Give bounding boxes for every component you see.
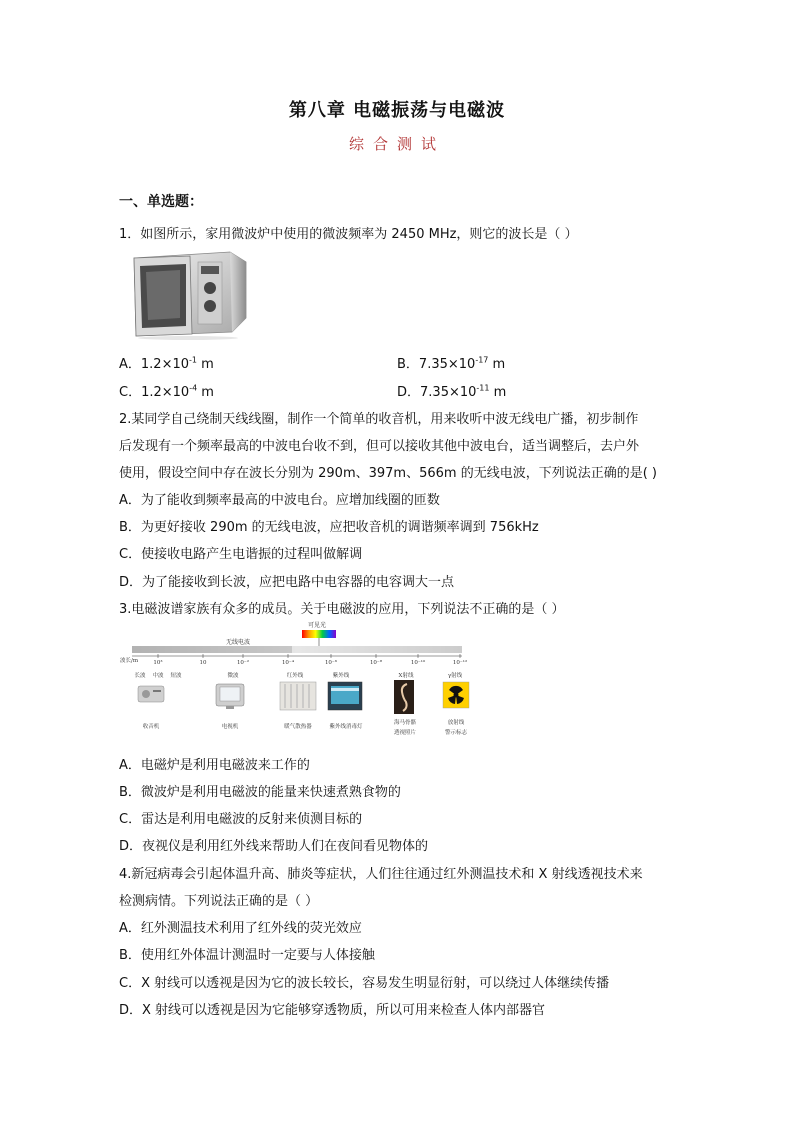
- q2-option-a: A．为了能收到频率最高的中波电台。应增加线圈的匝数: [119, 493, 440, 508]
- q1-option-b: B．$7.35\times 10^{-17}$ m: [397, 355, 506, 372]
- band-name: X射线: [398, 673, 414, 679]
- radio-icon: [138, 686, 164, 702]
- q3-option-b: B．微波炉是利用电磁波的能量来快速煮熟食物的: [119, 785, 401, 800]
- q2-option-c: C．使接收电路产生电谐振的过程叫做解调: [119, 547, 363, 562]
- device-caption: 收音机: [142, 724, 160, 730]
- device-caption: 暖气散热器: [284, 724, 312, 730]
- q2-stem-line2: 后发现有一个频率最高的中波电台收不到，但可以接收其他中波电台，适当调整后，去户外: [119, 439, 640, 454]
- device-caption: 警示标志: [444, 730, 468, 736]
- q2-stem-line3: 使用，假设空间中存在波长分别为 290m、397m、566m 的无线电波，下列说法正确的是( ): [119, 466, 657, 481]
- q2-option-d: D．为了能接收到长波，应把电路中电容器的电容调大一点: [119, 575, 455, 590]
- device-caption: 透视照片: [393, 730, 417, 736]
- q3-option-d: D．夜视仪是利用红外线来帮助人们在夜间看见物体的: [119, 839, 429, 854]
- device-caption: 电视机: [221, 724, 239, 730]
- section-heading: 一、单选题：: [119, 194, 203, 210]
- microwave-image: [128, 248, 250, 340]
- q1-option-d: D．$7.35\times 10^{-11}$ m: [397, 383, 507, 400]
- q2-option-b: B．为更好接收 290m 的无线电波，应把收音机的调谐频率调到 756kHz: [119, 520, 539, 535]
- q1-option-c: C．$1.2\times 10^{-4}$ m: [119, 383, 214, 400]
- page-title: 第八章 电磁振荡与电磁波: [288, 100, 506, 121]
- radio-wave-label: 无线电波: [225, 639, 251, 646]
- seahorse-xray-icon: [394, 680, 414, 714]
- q4-stem-line1: 4.新冠病毒会引起体温升高、肺炎等症状，人们往往通过红外测温技术和 X 射线透视技术来: [119, 867, 643, 882]
- tick-label: 10: [199, 660, 207, 666]
- device-caption: 放射线: [447, 720, 465, 726]
- tick-label: 10⁻⁴: [281, 660, 295, 666]
- uv-lamp-icon: [328, 682, 362, 710]
- q3-stem: 3.电磁波谱家族有众多的成员。关于电磁波的应用，下列说法不正确的是（ ）: [119, 602, 565, 617]
- visible-light-label: 可见光: [307, 622, 327, 629]
- device-caption: 海马骨骼: [393, 720, 417, 726]
- q3-option-a: A．电磁炉是利用电磁波来工作的: [119, 758, 310, 773]
- tick-label: 10⁻²: [236, 660, 250, 666]
- heater-icon: [280, 682, 316, 710]
- q3-option-c: C．雷达是利用电磁波的反射来侦测目标的: [119, 812, 363, 827]
- page-subtitle: 综合测试: [348, 135, 445, 153]
- q4-option-b: B．使用红外体温计测温时一定要与人体接触: [119, 948, 375, 963]
- device-caption: 紫外线消毒灯: [329, 724, 363, 730]
- radiation-warning-icon: [443, 682, 469, 708]
- q1-stem: 1．如图所示，家用微波炉中使用的微波频率为 2450 MHz，则它的波长是（ ）: [119, 227, 578, 242]
- q4-option-d: D．X 射线可以透视是因为它能够穿透物质，所以可用来检查人体内部器官: [119, 1003, 546, 1018]
- q4-option-a: A．红外测温技术利用了红外线的荧光效应: [119, 921, 362, 936]
- tv-icon: [216, 684, 244, 709]
- tick-label: 10³: [153, 660, 163, 666]
- tick-label: 10⁻⁶: [324, 660, 338, 666]
- em-spectrum-figure: [118, 618, 472, 746]
- tick-label: 10⁻⁸: [369, 660, 383, 666]
- band-name: γ射线: [447, 673, 463, 679]
- band-name: 中波: [152, 673, 164, 679]
- tick-label: 10⁻¹²: [452, 660, 468, 666]
- q2-stem-line1: 2.某同学自己绕制天线线圈，制作一个简单的收音机，用来收听中波无线电广播，初步制作: [119, 412, 639, 427]
- q4-stem-line2: 检测病情。下列说法正确的是（ ）: [119, 894, 319, 909]
- tick-label: 10⁻¹⁰: [410, 660, 426, 666]
- q4-option-c: C．X 射线可以透视是因为它的波长较长，容易发生明显衍射，可以绕过人体继续传播: [119, 976, 610, 991]
- band-name: 红外线: [286, 673, 304, 679]
- band-name: 微波: [227, 673, 239, 679]
- axis-label: 波长/m: [120, 658, 139, 664]
- band-name: 短波: [170, 673, 182, 679]
- q1-option-a: A．$1.2\times 10^{-1}$ m: [119, 355, 214, 372]
- band-name: 长波: [134, 673, 146, 679]
- band-name: 紫外线: [332, 673, 350, 679]
